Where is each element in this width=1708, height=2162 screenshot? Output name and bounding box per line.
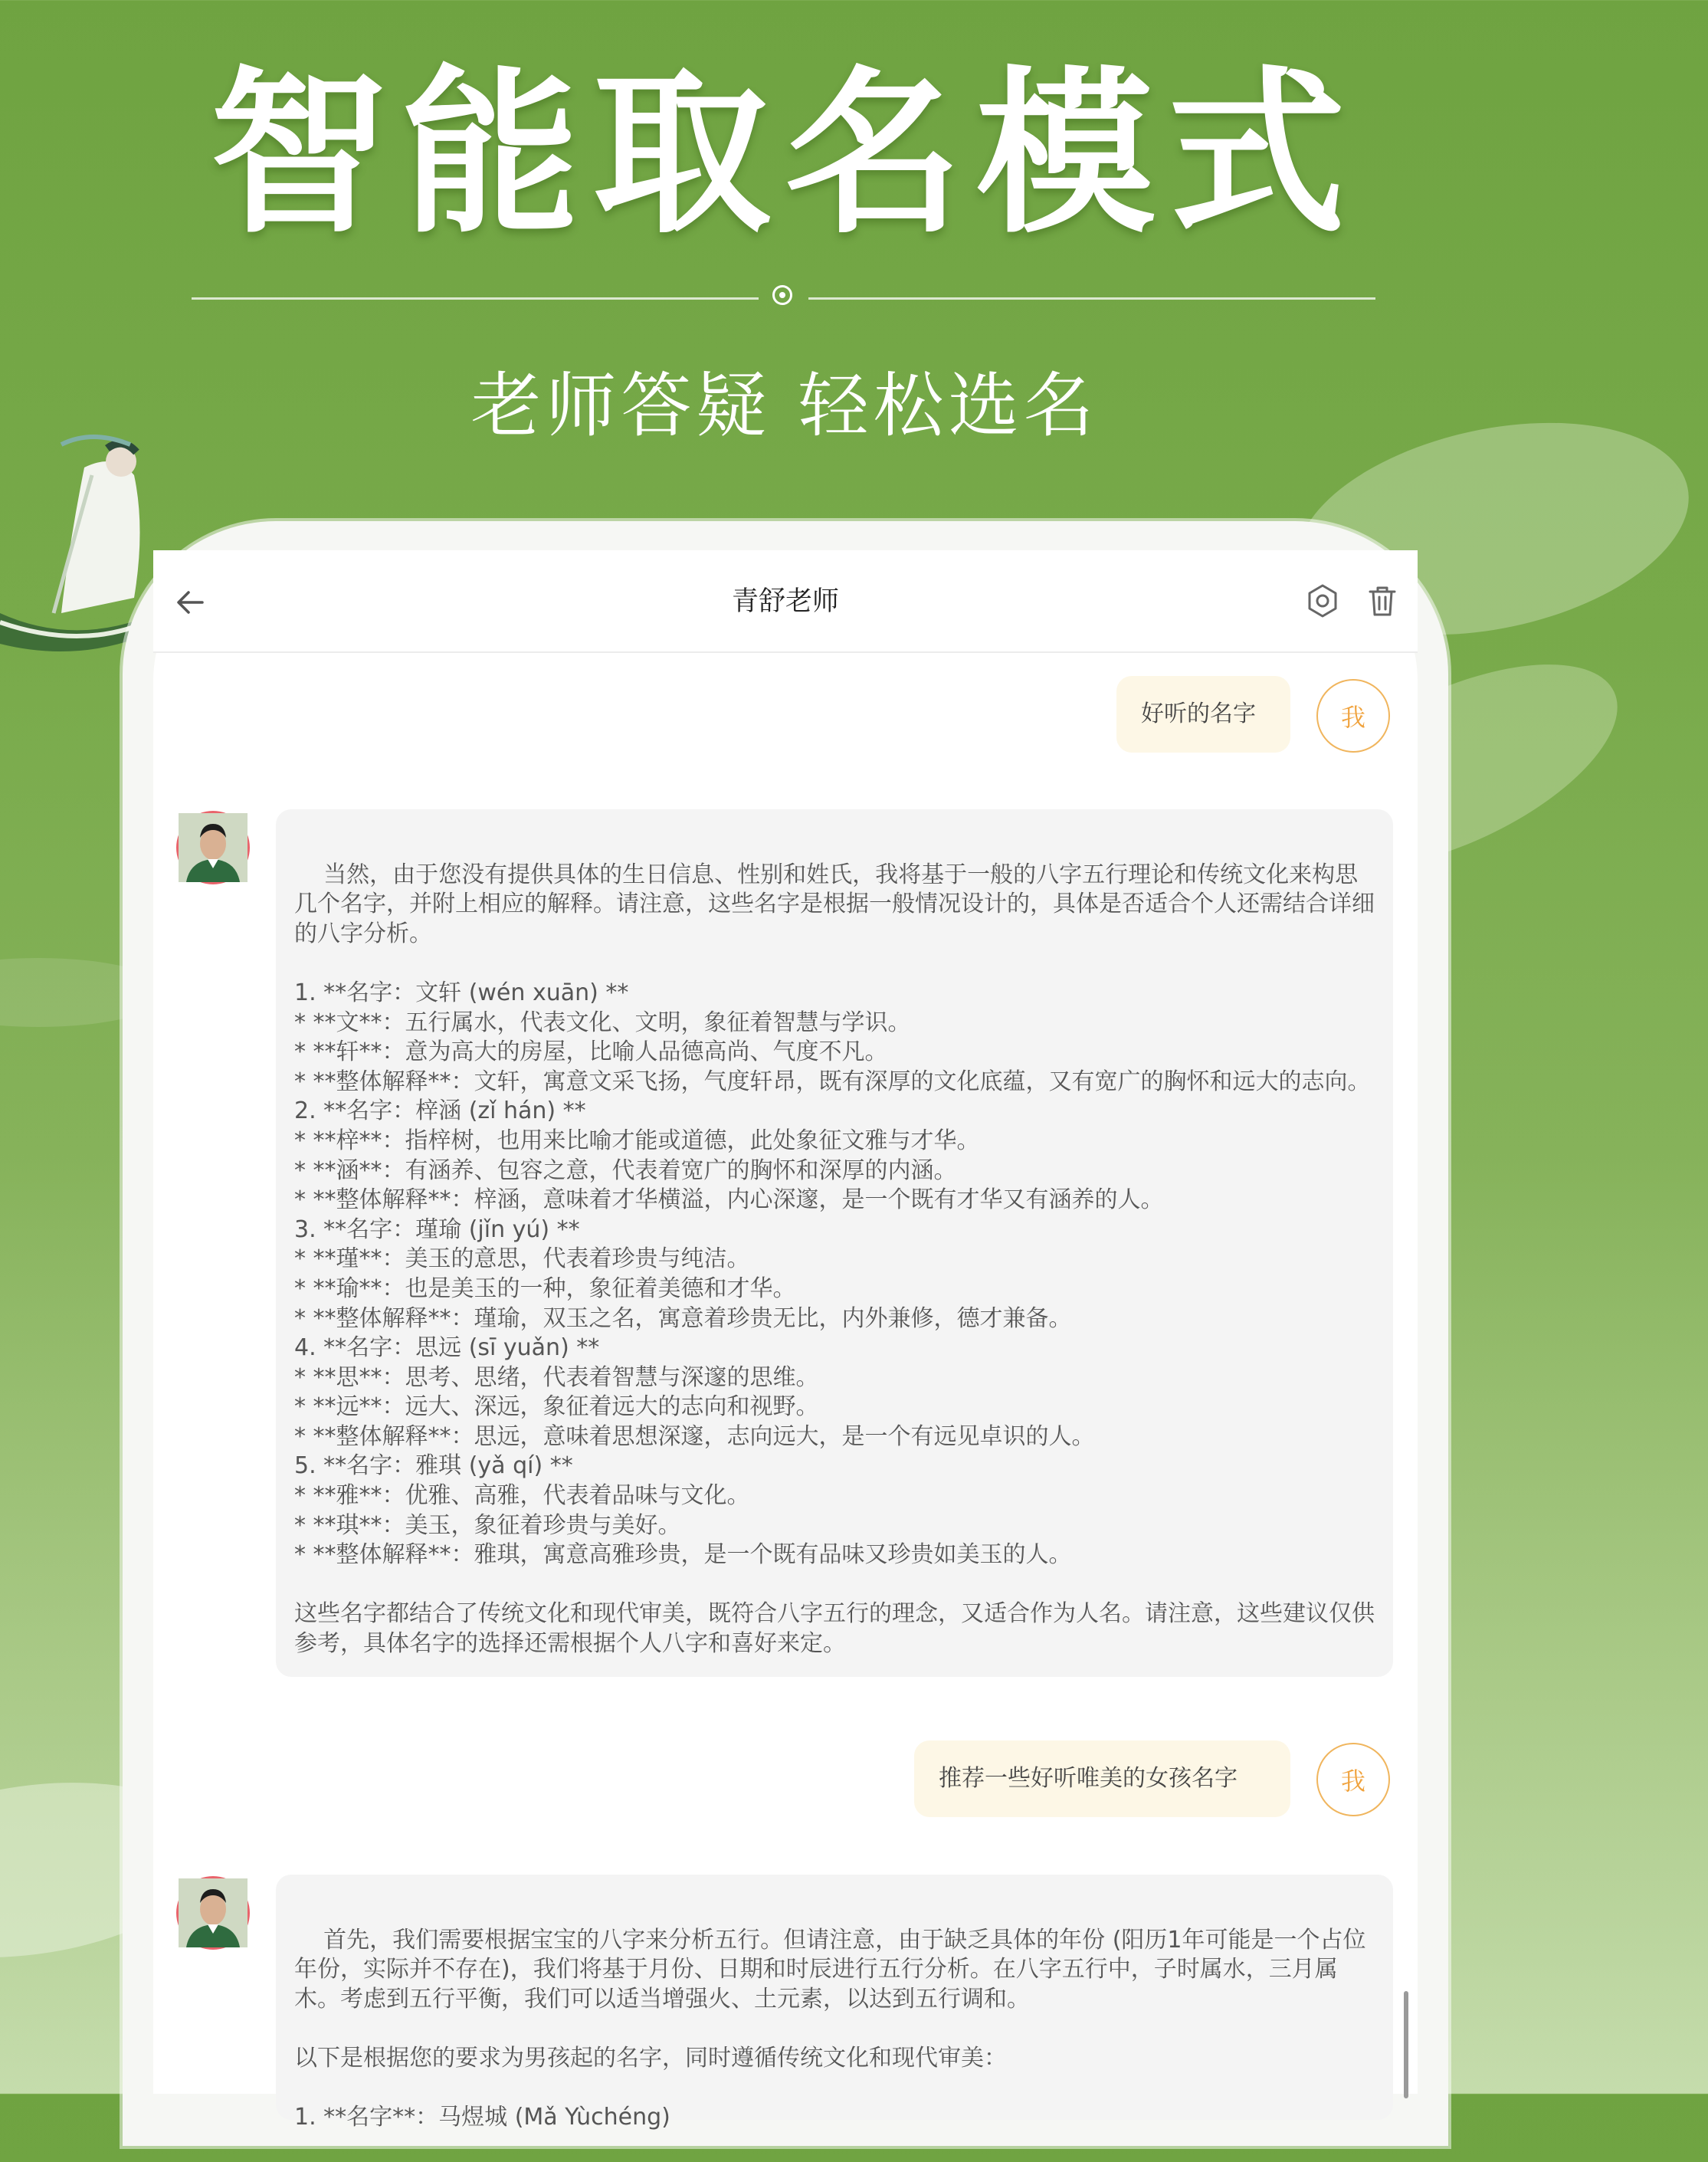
hexagon-settings-icon[interactable] (1304, 582, 1341, 619)
nav-bar (153, 550, 1418, 653)
teacher-message-text: 当然，由于您没有提供具体的生日信息、性别和姓氏，我将基于一般的八字五行理论和传统文化来构思几个名字，并附上相应的解释。请注意，这些名字是根据一般情况设计的，具体是否适合个人还需结合详细的八字分析。 1. **名字：文轩 (wén xuān) ** * **文**：五行属水，代表文化、文明，象征着智慧与学识。 * **轩**：意为高大的房屋，比喻人品德高尚、气度不凡。 * **整体解释**：文轩，寓意文采飞扬，气度轩昂，既有深厚的文化底蕴，又有宽广的胸怀和远大的志向。 2. **名字：梓涵 (zǐ hán) ** * **梓**：指梓树，也用来比喻才能或道德，此处象征文雅与才华。 * **涵**：有涵养、包容之意，代表着宽广的胸怀和深厚的内涵。 * **整体解释**：梓涵，意味着才华横溢，内心深邃，是一个既有才华又有涵养的人。 3. **名字：瑾瑜 (jǐn yú) ** * **瑾**：美玉的意思，代表着珍贵与纯洁。 * **瑜**：也是美玉的一种，象征着美德和才华。 * **整体解释**：瑾瑜，双玉之名，寓意着珍贵无比，内外兼修，德才兼备。 4. **名字：思远 (sī yuǎn) ** * **思**：思考、思绪，代表着智慧与深邃的思维。 * **远**：远大、深远，象征着远大的志向和视野。 * **整体解释**：思远，意味着思想深邃，志向远大，是一个有远见卓识的人。 5. **名字：雅琪 (yǎ qí) ** * **雅**：优雅、高雅，代表着品味与文化。 * **琪**：美玉，象征着珍贵与美好。 * **整体解释**：雅琪，寓意高雅珍贵，是一个既有品味又珍贵如美玉的人。 这些名字都结合了传统文化和现代审美，既符合八字五行的理念，又适合作为人名。请注意，这些建议仅供参考，具体名字的选择还需根据个人八字和喜好来定。 (294, 861, 1375, 1658)
ornamental-divider (192, 294, 1375, 302)
chat-title: 青舒老师 (731, 586, 839, 617)
teacher-portrait-icon (179, 1878, 248, 1947)
user-message-bubble (1116, 676, 1290, 753)
teacher-message-text: 首先，我们需要根据宝宝的八字来分析五行。但请注意，由于缺乏具体的年份 (阳历1年可能是一个占位年份，实际并不存在)，我们将基于月份、日期和时辰进行五行分析。在八字五行中，子时属水，三月属木。考虑到五行平衡，我们可以适当增强火、土元素，以达到五行调和。 以下是根据您的要求为男孩起的名字，同时遵循传统文化和现代审美： 1. **名字**：马煜城 (Mǎ Yùchéng) (294, 1926, 1366, 2131)
teacher-message-bubble (276, 1875, 1393, 2131)
chat-scrollbar[interactable] (1404, 1991, 1408, 2098)
user-avatar: 我 (1316, 679, 1390, 753)
teacher-avatar (176, 1876, 250, 1950)
teacher-avatar (176, 811, 250, 884)
page-headline: 智能取名模式 (209, 48, 1359, 258)
user-message-text: 好听的名字 (1141, 700, 1256, 727)
chat-screen (153, 550, 1418, 2131)
user-avatar: 我 (1316, 1743, 1390, 1816)
page-subtitle: 老师答疑 轻松选名 (470, 365, 1099, 447)
teacher-portrait-icon (179, 813, 248, 882)
user-message-text: 推荐一些好听唯美的女孩名字 (939, 1765, 1238, 1792)
user-message-bubble (914, 1740, 1290, 1817)
divider-circle-icon (772, 285, 792, 305)
teacher-message-bubble (276, 809, 1393, 1677)
trash-icon[interactable] (1364, 582, 1401, 619)
